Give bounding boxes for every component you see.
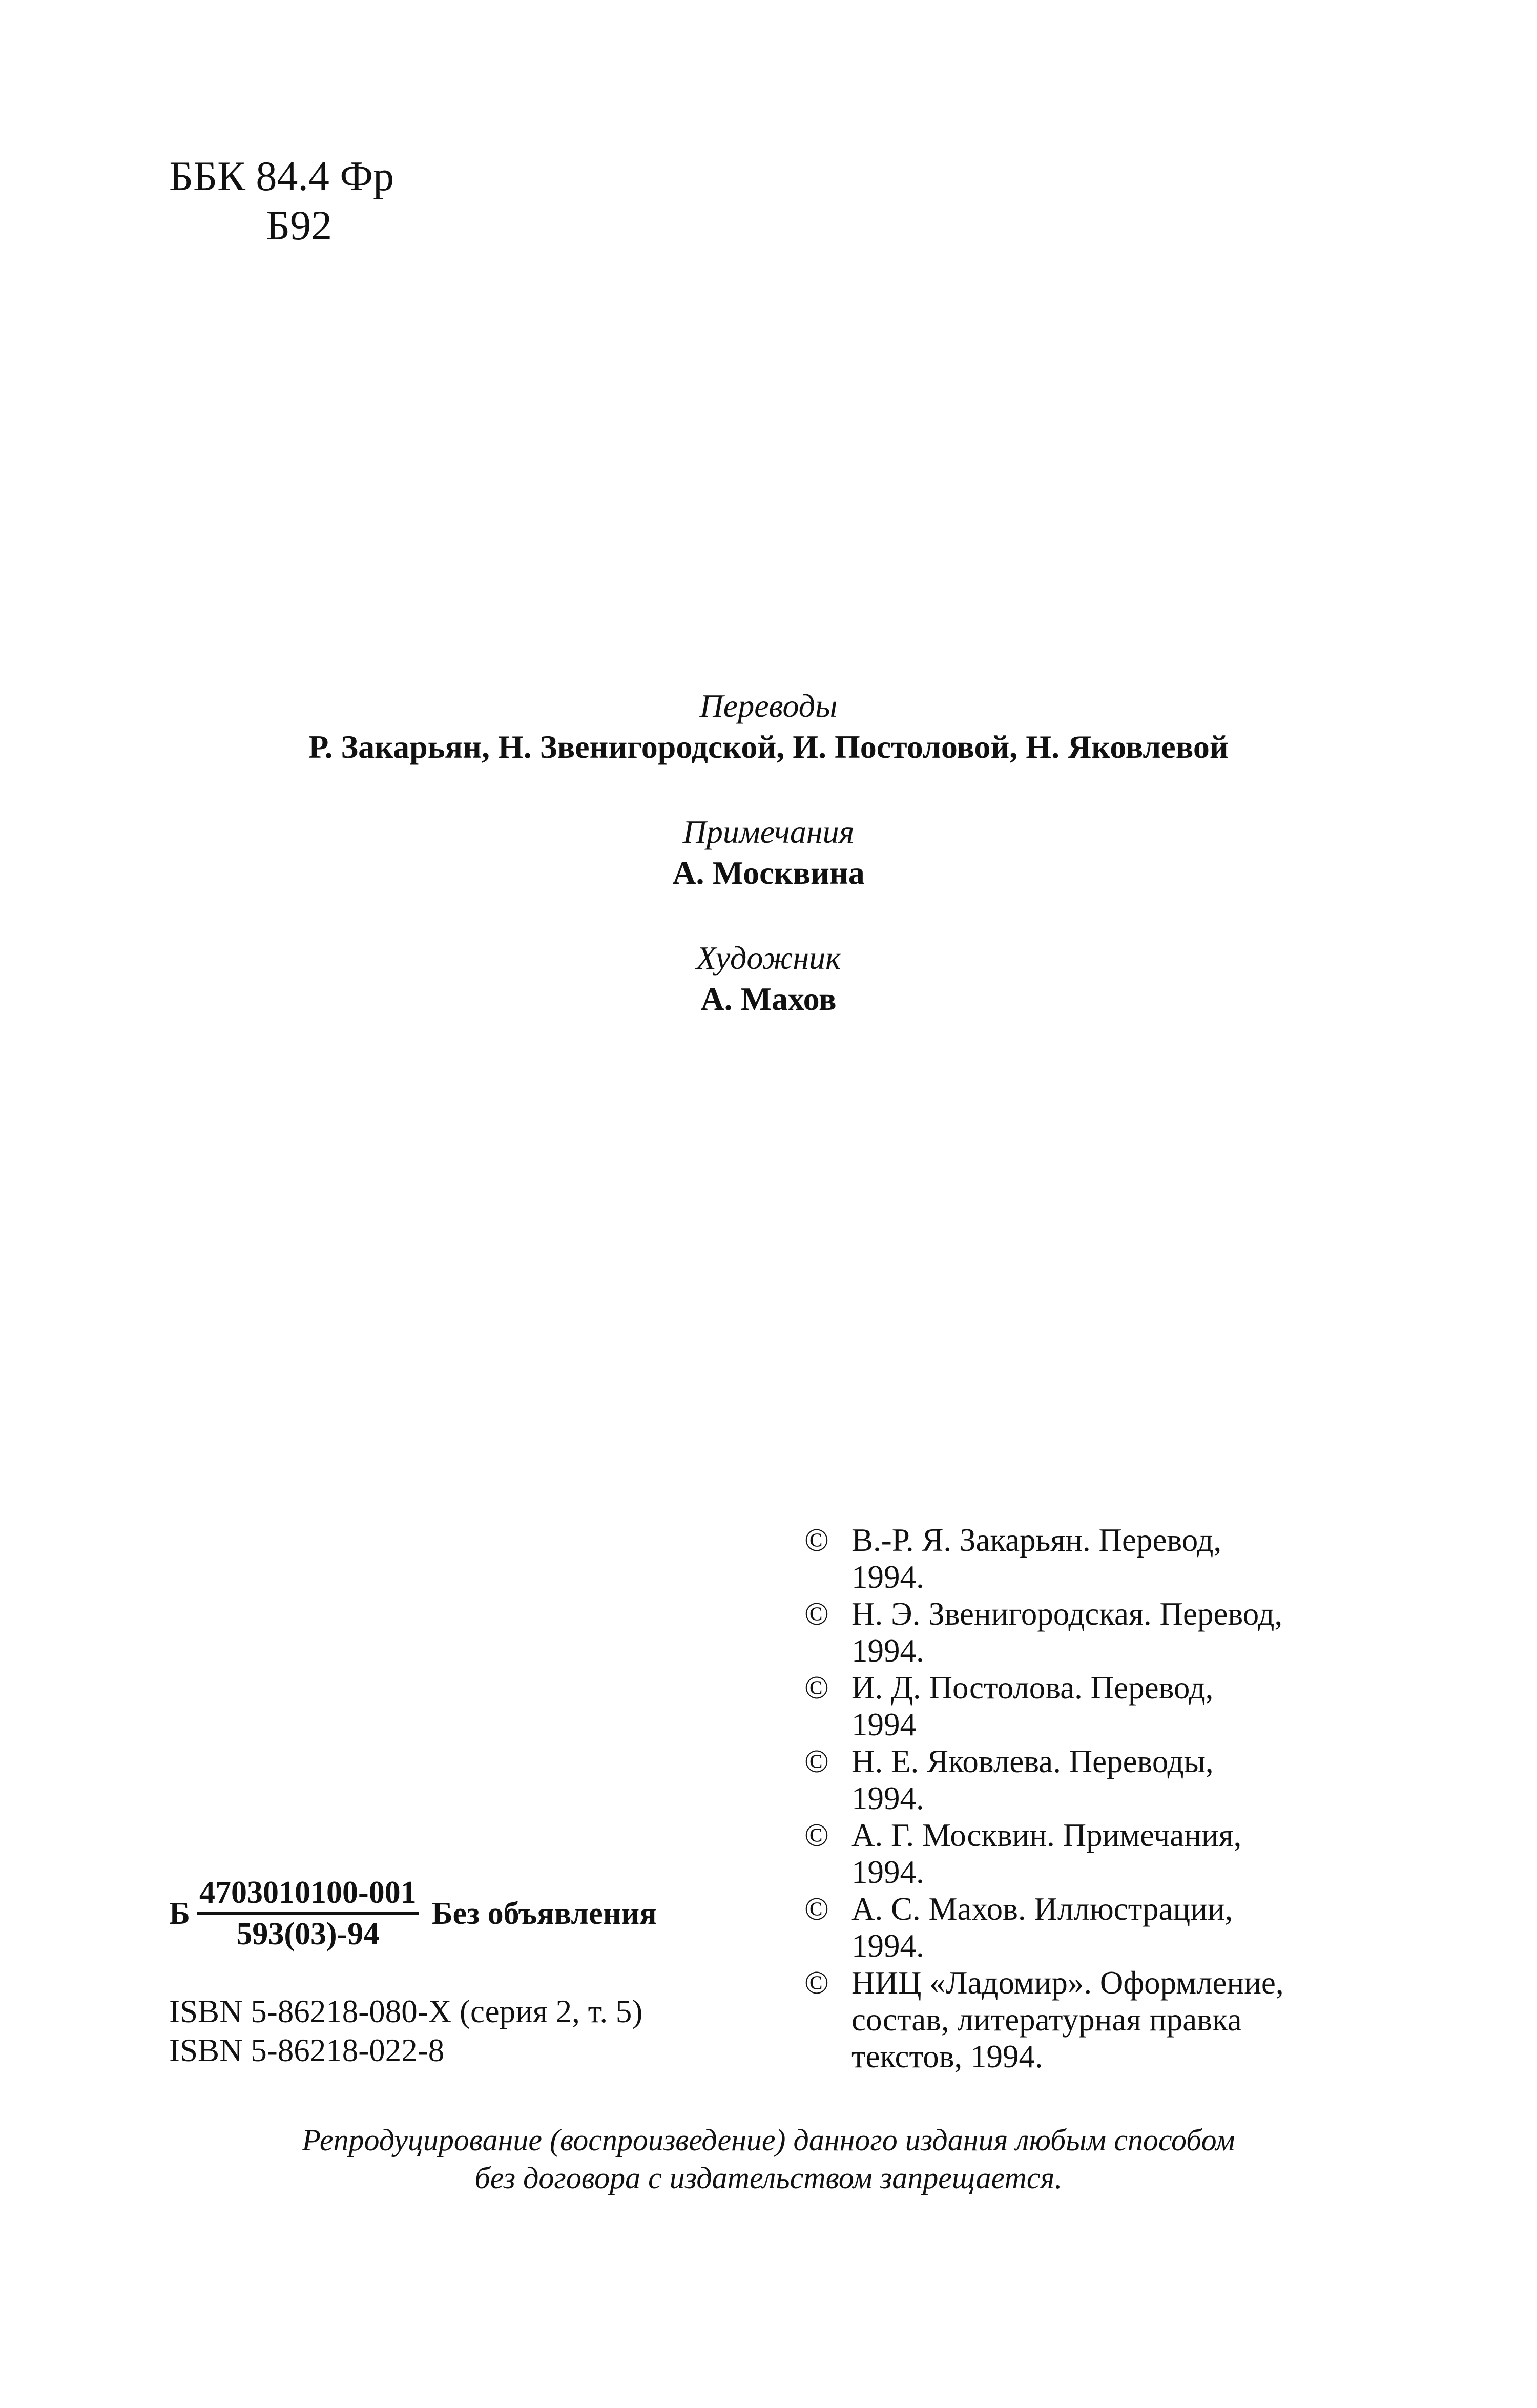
copyright-entry	[804, 1817, 1399, 1891]
copyright-year: 1994.	[851, 1780, 924, 1816]
copyright-symbol: ©	[804, 1596, 829, 1632]
isbn-block	[169, 1992, 642, 2070]
artist-role: Художник	[696, 940, 841, 976]
isbn-series: ISBN 5-86218-080-Х (серия 2, т. 5)	[169, 1994, 643, 2029]
copyright-symbol: ©	[804, 1522, 829, 1558]
copyright-year: 1994	[851, 1707, 916, 1742]
copyright-year: 1994.	[851, 1854, 924, 1890]
catalog-denominator: 593(03)-94	[236, 1917, 380, 1952]
copyright-symbol: ©	[804, 1817, 829, 1853]
bbk-classification	[169, 152, 394, 250]
copyright-entry	[804, 1669, 1399, 1743]
copyright-text: НИЦ «Ладомир». Оформление,	[851, 1965, 1284, 2001]
artist-credit	[0, 938, 1537, 1020]
copyright-symbol: ©	[804, 1965, 829, 2001]
copyright-year: текстов, 1994.	[851, 2039, 1043, 2074]
copyright-year: 1994.	[851, 1633, 924, 1669]
copyright-text: И. Д. Постолова. Перевод,	[851, 1670, 1214, 1706]
copyright-entry	[804, 1743, 1399, 1817]
copyright-text-cont: состав, литературная правка	[851, 2002, 1242, 2038]
copyright-text: Н. Е. Яковлева. Переводы,	[851, 1743, 1214, 1779]
copyright-text: А. С. Махов. Иллюстрации,	[851, 1891, 1233, 1927]
catalog-note: Без объявления	[431, 1896, 657, 1931]
bbk-line-2: Б92	[266, 202, 333, 248]
notes-author: А. Москвина	[672, 855, 865, 891]
isbn-general: ISBN 5-86218-022-8	[169, 2032, 445, 2068]
copyright-year: 1994.	[851, 1928, 924, 1964]
copyright-list	[804, 1522, 1399, 2075]
translators-role: Переводы	[699, 688, 838, 724]
catalog-index	[169, 1874, 657, 1953]
catalog-fraction	[197, 1874, 419, 1953]
copyright-symbol: ©	[804, 1891, 829, 1927]
bbk-line-1: ББК 84.4 Фр	[169, 153, 394, 199]
copyright-entry	[804, 1595, 1399, 1669]
copyright-entry	[804, 1891, 1399, 1964]
catalog-numerator: 4703010100-001	[197, 1874, 419, 1915]
copyright-text: Н. Э. Звенигородская. Перевод,	[851, 1596, 1283, 1632]
copyright-text: В.-Р. Я. Закарьян. Перевод,	[851, 1522, 1222, 1558]
reproduction-notice	[0, 2121, 1537, 2197]
notes-role: Примечания	[682, 814, 855, 850]
notes-credit	[0, 812, 1537, 894]
notice-line-1: Репродуцирование (воспроизведение) данного издания любым способом	[302, 2123, 1235, 2157]
notice-line-2: без договора с издательством запрещается.	[474, 2161, 1063, 2195]
copyright-entry	[804, 1522, 1399, 1595]
catalog-letter: Б	[169, 1896, 190, 1931]
copyright-symbol: ©	[804, 1670, 829, 1706]
copyright-year: 1994.	[851, 1559, 924, 1595]
copyright-symbol: ©	[804, 1743, 829, 1779]
copyright-text: А. Г. Москвин. Примечания,	[851, 1817, 1242, 1853]
translators-credit	[0, 686, 1537, 767]
translators-names: Р. Закарьян, Н. Звенигородской, И. Постоловой, Н. Яковлевой	[308, 729, 1229, 765]
copyright-entry	[804, 1964, 1399, 2075]
artist-name: А. Махов	[700, 981, 837, 1017]
